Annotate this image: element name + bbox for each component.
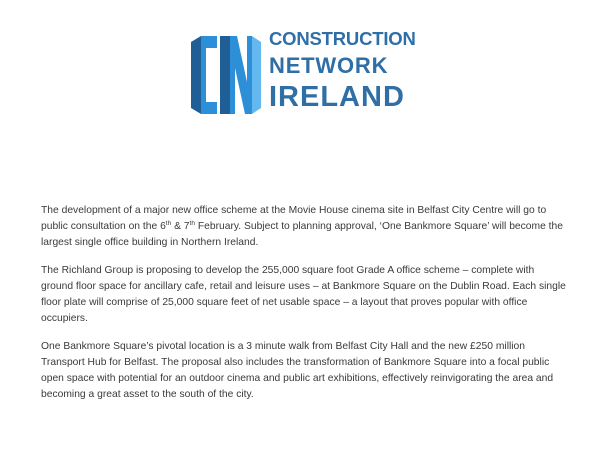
logo-wordmark-line-1: CONSTRUCTION xyxy=(269,28,416,49)
logo-wordmark-line-2: NETWORK xyxy=(269,53,389,78)
paragraph-1-text-start: The development of a major new office scheme at the Movie House cinema site in Belfast City Centre will go to public consultation on the 6 xyxy=(41,205,547,232)
second-date-ordinal-suffix: th xyxy=(189,220,195,227)
logo-wordmark-line-3: IRELAND xyxy=(269,81,405,113)
article-paragraph-3: One Bankmore Square’s pivotal location is a 3 minute walk from Belfast City Hall and the new £250 million Transport Hub for Belfast. The proposal also includes the transformation of Bankmore Square into a focal public open space with potential for an outdoor cinema and public art exhibitions, effectively reinvigorating the area and becoming a great asset to the south of the city. xyxy=(41,341,554,400)
article-body xyxy=(41,203,566,415)
article-paragraph-2: The Richland Group is proposing to develop the 255,000 square foot Grade A office scheme – complete with ground floor space for ancillary cafe, retail and leisure uses – at Bankmore Square on the Dublin Road. Each single floor plate will comprise of 25,000 square feet of net usable space – a layout that proves popular with office occupiers. xyxy=(41,265,566,324)
cni-logo-mark-icon xyxy=(189,32,263,118)
first-date-ordinal-suffix: th xyxy=(165,220,172,227)
logo-wordmark xyxy=(269,28,416,117)
construction-network-ireland-logo xyxy=(189,28,416,122)
article-paragraph-1 xyxy=(41,203,566,251)
paragraph-1-date-separator: & 7 xyxy=(171,221,190,232)
paragraph-1-text-end: February. Subject to planning approval, ‘One Bankmore Square’ will become the largest single office building in Northern Ireland. xyxy=(41,221,563,248)
